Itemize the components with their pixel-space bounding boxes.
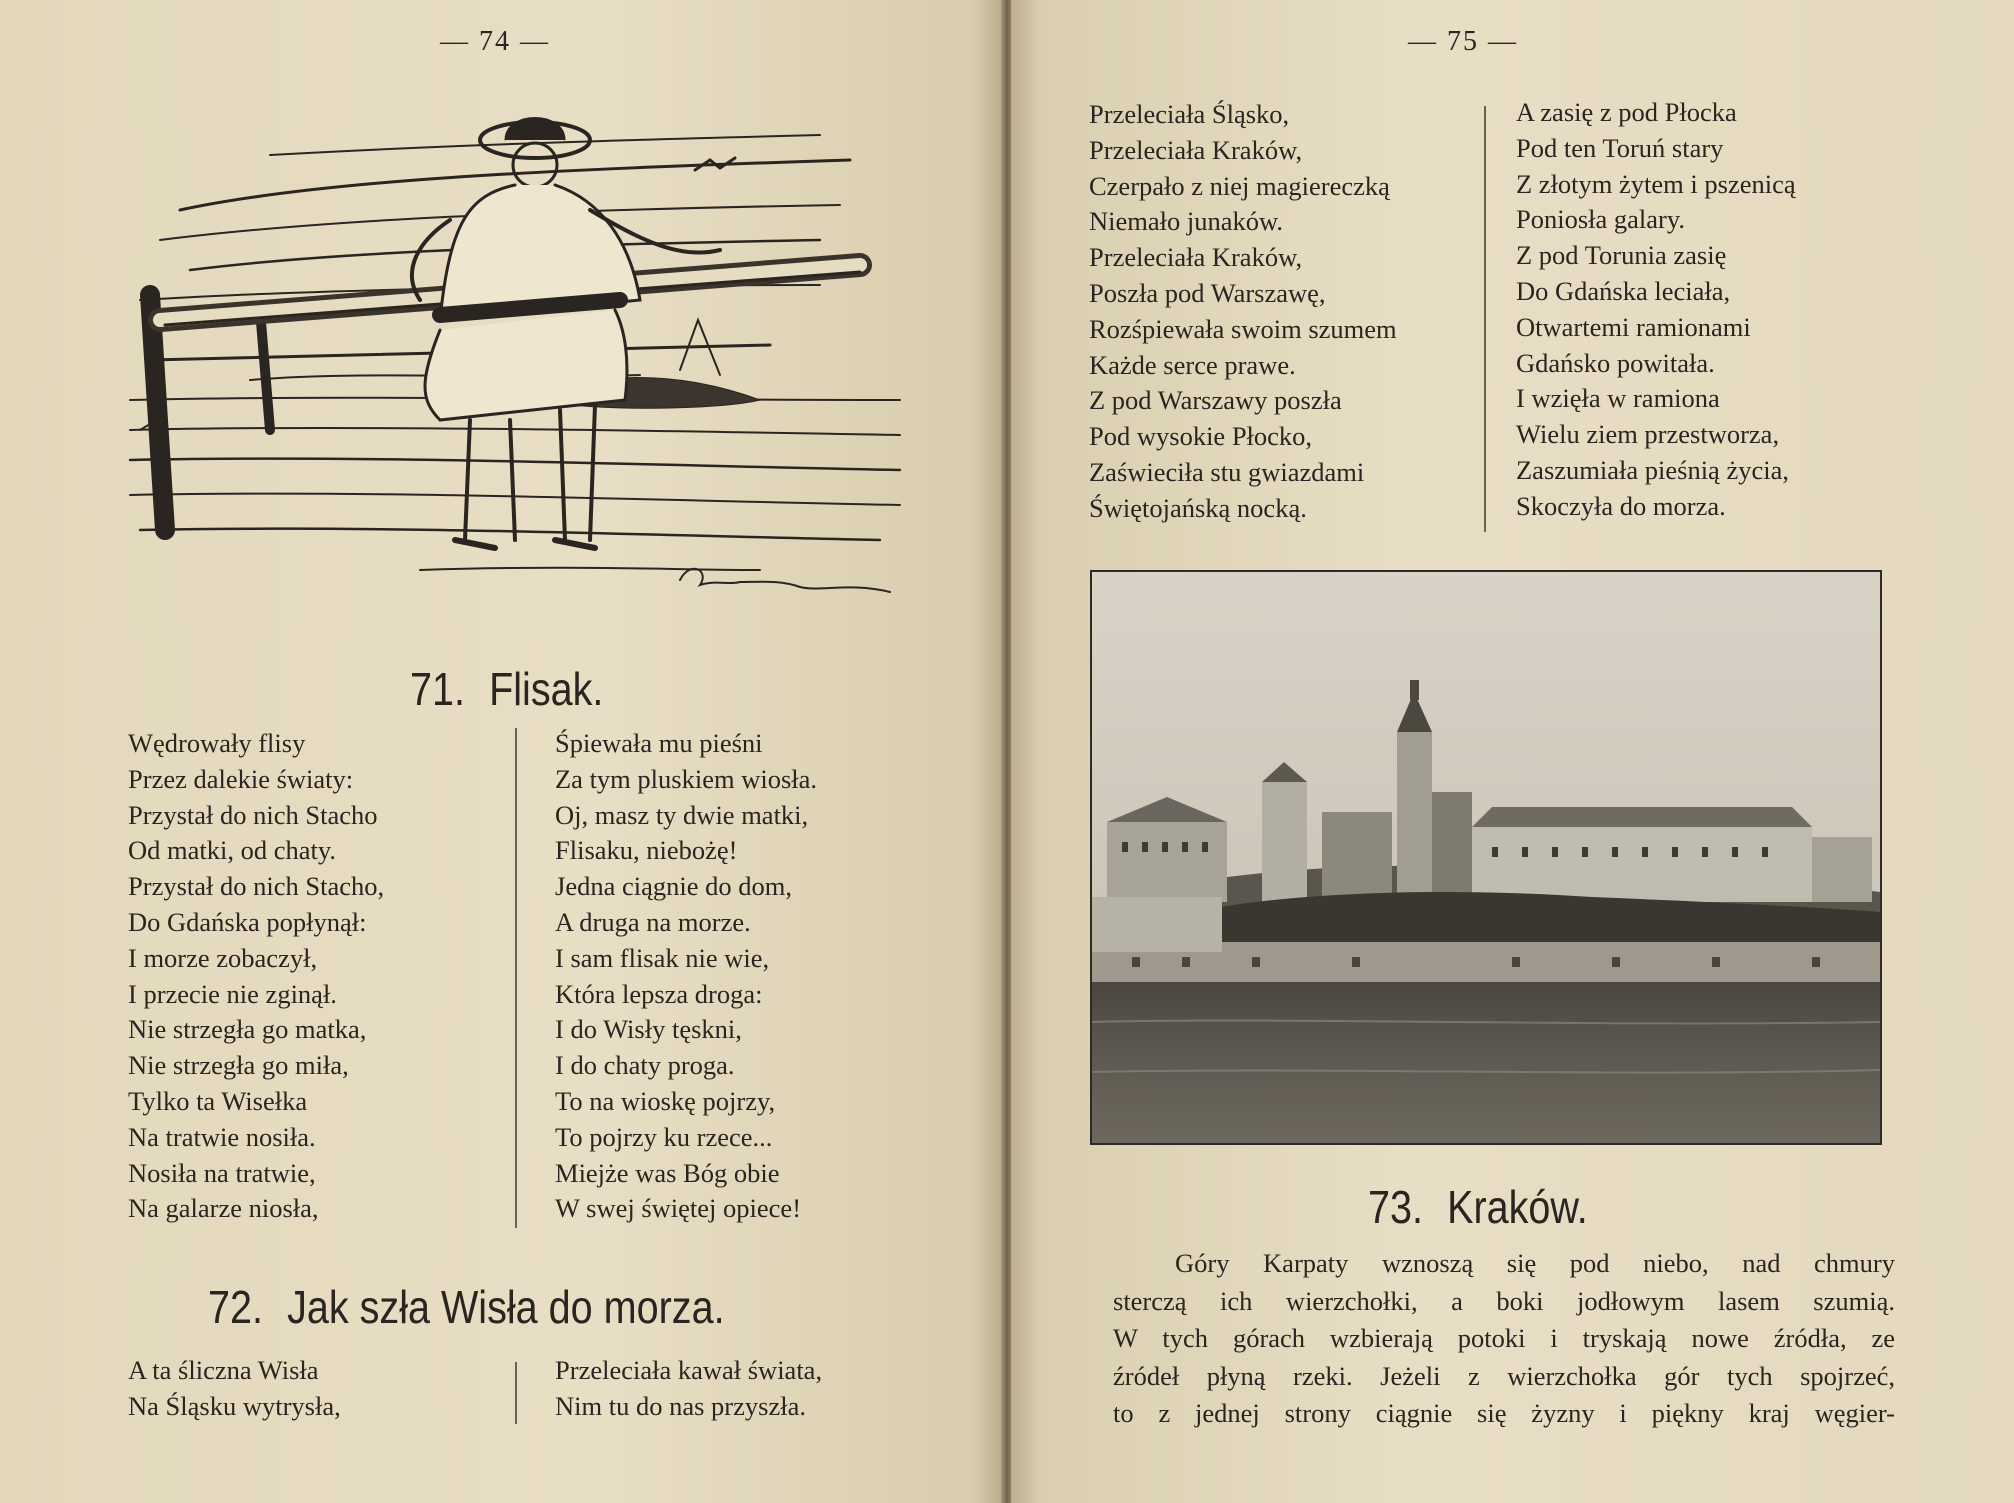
poem-71-title-text: Flisak. — [489, 663, 604, 715]
verse-line: Na Śląsku wytrysła, — [128, 1390, 341, 1421]
verse-line: Nie strzegła go miła, — [128, 1050, 349, 1081]
verse-line: Poniosła galary. — [1516, 204, 1686, 235]
verse-line: Od matki, od chaty. — [128, 835, 337, 866]
verse-line: Niemało junaków. — [1089, 206, 1284, 237]
verse-line: Poszła pod Warszawę, — [1089, 277, 1326, 308]
verse-line: Jedna ciągnie do dom, — [555, 871, 792, 902]
poem-72-cont-column-1 — [1089, 97, 1397, 527]
poem-72-column-2 — [555, 1353, 822, 1425]
verse-line: W swej świętej opiece! — [555, 1193, 802, 1224]
section-73-prose — [1113, 1245, 1895, 1433]
verse-line: Nosiła na tratwie, — [128, 1157, 316, 1188]
verse-line: I przecie nie zginął. — [128, 978, 337, 1009]
verse-line: Flisaku, niebożę! — [555, 835, 738, 866]
verse-line: Na tratwie nosiła. — [128, 1121, 316, 1152]
prose-line: sterczą ich wierzchołki, a boki jodłowym lasem szumią. — [1113, 1285, 1895, 1316]
verse-line: Do Gdańska popłynął: — [128, 906, 367, 937]
column-divider — [515, 1362, 517, 1424]
verse-line: Świętojańską nocką. — [1089, 492, 1307, 523]
verse-line: Przystał do nich Stacho, — [128, 871, 385, 902]
verse-line: A ta śliczna Wisła — [128, 1355, 319, 1385]
verse-line: I wzięła w ramiona — [1516, 383, 1720, 414]
verse-line: Z pod Torunia zasię — [1516, 240, 1727, 271]
verse-line: Pod wysokie Płocko, — [1089, 421, 1313, 452]
left-page — [0, 0, 1003, 1503]
verse-line: Tylko ta Wisełka — [128, 1085, 308, 1116]
verse-line: Czerpało z niej magiereczką — [1089, 170, 1390, 201]
verse-line: A druga na morze. — [555, 906, 751, 937]
prose-line: źródeł płyną rzeki. Jeżeli z wierzchołka gór tych spojrzeć, — [1113, 1360, 1895, 1391]
verse-line: Przeleciała Kraków, — [1089, 242, 1303, 273]
verse-line: I do chaty proga. — [555, 1050, 735, 1081]
poem-72-title — [208, 1280, 725, 1334]
verse-line: Każde serce prawe. — [1089, 349, 1296, 380]
poem-72-column-1 — [128, 1353, 341, 1425]
artist-signature-icon — [690, 575, 691, 576]
raftsman-drawing-icon — [120, 100, 920, 620]
verse-line: Za tym pluskiem wiosła. — [555, 763, 818, 794]
column-divider — [1484, 106, 1486, 532]
verse-line: Wędrowały flisy — [128, 728, 306, 758]
verse-line: Z złotym żytem i pszenicą — [1516, 168, 1796, 199]
poem-72-cont-column-2 — [1516, 95, 1796, 525]
verse-line: Na galarze niosła, — [128, 1193, 319, 1224]
verse-line: A zasię z pod Płocka — [1516, 97, 1737, 127]
verse-line: Śpiewała mu pieśni — [555, 728, 763, 758]
poem-71-number: 71. — [410, 663, 465, 715]
verse-line: Przeleciała Śląsko, — [1089, 99, 1290, 129]
prose-line: to z jednej strony ciągnie się żyzny i piękny kraj węgier- — [1113, 1398, 1895, 1428]
poem-71-title — [410, 662, 603, 716]
verse-line: Rozśpiewała swoim szumem — [1089, 313, 1397, 344]
verse-line: Przeleciała kawał świata, — [555, 1355, 823, 1385]
verse-line: Skoczyła do morza. — [1516, 490, 1726, 521]
verse-line: Gdańsko powitała. — [1516, 347, 1715, 378]
prose-line: Góry Karpaty wznoszą się pod niebo, nad chmury — [1175, 1248, 1895, 1278]
page-number-74: — 74 — — [440, 26, 550, 57]
poem-72-number: 72. — [208, 1281, 263, 1333]
verse-line: Przeleciała Kraków, — [1089, 134, 1303, 165]
verse-line: Nie strzegła go matka, — [128, 1014, 367, 1045]
prose-line: W tych górach wzbierają potoki i tryskają nowe źródła, ze — [1113, 1323, 1895, 1353]
verse-line: Zaszumiała pieśnią życia, — [1516, 454, 1789, 485]
verse-line: Oj, masz ty dwie matki, — [555, 799, 809, 830]
wawel-castle-photo-icon — [1090, 570, 1882, 1145]
poem-72-title-text: Jak szła Wisła do morza. — [287, 1281, 725, 1333]
verse-line: To na wioskę pojrzy, — [555, 1085, 776, 1116]
verse-line: Przez dalekie światy: — [128, 763, 354, 794]
verse-line: Która lepsza droga: — [555, 978, 763, 1009]
section-73-title-text: Kraków. — [1447, 1181, 1588, 1233]
verse-line: Miejże was Bóg obie — [555, 1157, 780, 1188]
verse-line: Z pod Warszawy poszła — [1089, 385, 1342, 416]
verse-line: I morze zobaczył, — [128, 942, 318, 973]
section-73-number: 73. — [1368, 1181, 1423, 1233]
verse-line: I sam flisak nie wie, — [555, 942, 770, 973]
verse-line: Pod ten Toruń stary — [1516, 132, 1724, 163]
poem-71-column-2 — [555, 726, 817, 1227]
section-73-title — [1368, 1180, 1588, 1234]
verse-line: Otwartemi ramionami — [1516, 311, 1751, 342]
column-divider — [515, 728, 517, 1228]
verse-line: To pojrzy ku rzece... — [555, 1121, 773, 1152]
verse-line: I do Wisły tęskni, — [555, 1014, 742, 1045]
verse-line: Przystał do nich Stacho — [128, 799, 378, 830]
verse-line: Nim tu do nas przyszła. — [555, 1390, 806, 1421]
verse-line: Do Gdańska leciała, — [1516, 275, 1731, 306]
verse-line: Zaświeciła stu gwiazdami — [1089, 456, 1365, 487]
page-number-75: — 75 — — [1408, 26, 1518, 57]
poem-71-column-1 — [128, 726, 384, 1227]
verse-line: Wielu ziem przestworza, — [1516, 419, 1780, 450]
